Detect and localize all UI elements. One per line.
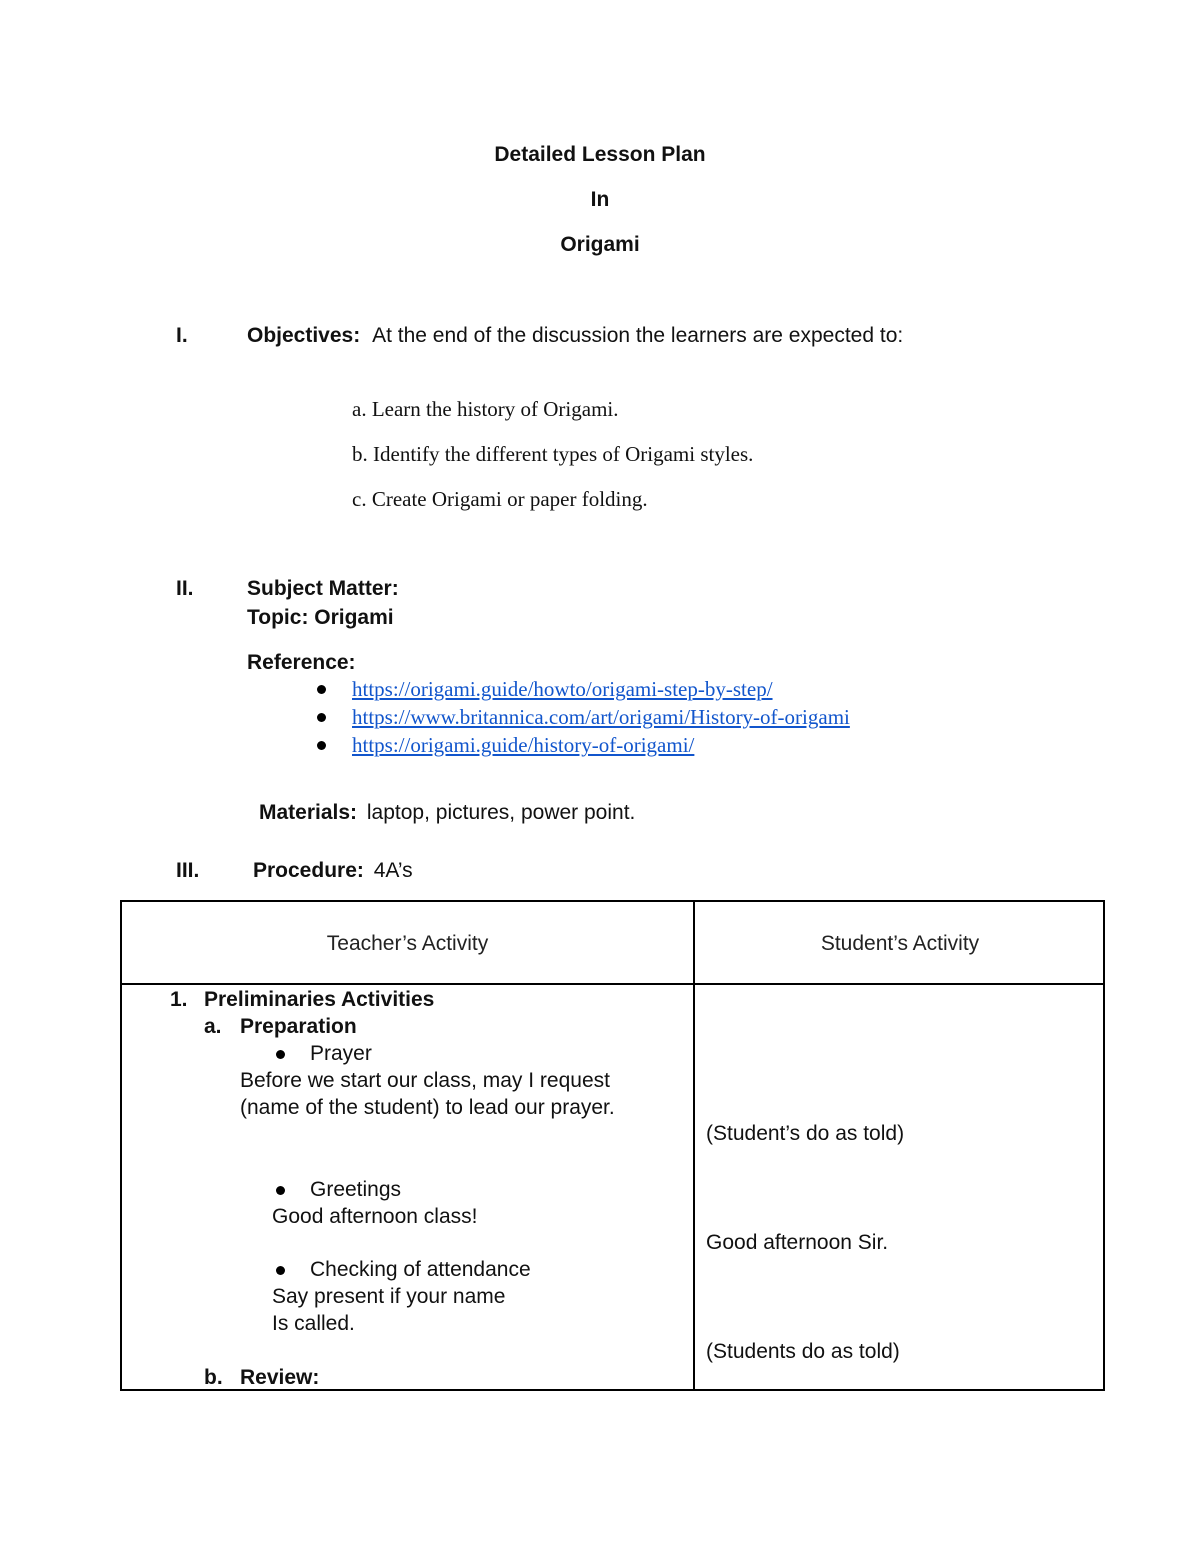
doc-title: Detailed Lesson Plan xyxy=(494,143,706,166)
header-teacher-activity: Teacher’s Activity xyxy=(326,932,489,955)
bullet-icon xyxy=(276,1186,285,1195)
procedure-text: 4A’s xyxy=(373,859,413,882)
section-numeral-1: I. xyxy=(176,324,188,347)
student-response: (Student’s do as told) xyxy=(706,1122,905,1145)
table-divider xyxy=(122,983,1103,985)
header-student-activity: Student’s Activity xyxy=(820,932,980,955)
bullet-icon xyxy=(317,713,326,722)
prayer-text-2: (name of the student) to lead our prayer. xyxy=(240,1096,615,1119)
topic-line: Topic: Origami xyxy=(247,606,394,629)
attendance-text-1: Say present if your name xyxy=(272,1285,506,1308)
objectives-heading xyxy=(247,324,903,348)
objectives-text: At the end of the discussion the learners are expected to: xyxy=(372,324,904,347)
sub-title-preparation: Preparation xyxy=(240,1015,357,1038)
student-response: Good afternoon Sir. xyxy=(706,1231,889,1254)
section-numeral-3: III. xyxy=(176,859,200,882)
bullet-icon xyxy=(317,741,326,750)
reference-link-2[interactable]: https://www.britannica.com/art/origami/History-of-origami xyxy=(352,705,850,729)
section-number: 1. xyxy=(170,988,188,1011)
activity-table xyxy=(120,900,1105,1391)
student-response: (Students do as told) xyxy=(706,1340,900,1363)
reference-link-1[interactable]: https://origami.guide/howto/origami-step-by-step/ xyxy=(352,677,773,701)
item-attendance: Checking of attendance xyxy=(310,1258,531,1281)
materials-label: Materials: xyxy=(259,801,358,824)
prayer-text-1: Before we start our class, may I request xyxy=(240,1069,610,1092)
doc-title-subject: Origami xyxy=(560,233,640,256)
table-divider xyxy=(693,902,695,1389)
greetings-text: Good afternoon class! xyxy=(272,1205,478,1228)
reference-label: Reference: xyxy=(247,651,356,674)
reference-link-3[interactable]: https://origami.guide/history-of-origami/ xyxy=(352,733,695,757)
attendance-text-2: Is called. xyxy=(272,1312,355,1335)
procedure-heading xyxy=(253,859,413,883)
bullet-icon xyxy=(276,1050,285,1059)
doc-title-in: In xyxy=(590,188,610,211)
bullet-icon xyxy=(317,685,326,694)
objective-item: c. Create Origami or paper folding. xyxy=(352,487,648,511)
procedure-label: Procedure: xyxy=(253,859,364,882)
section-numeral-2: II. xyxy=(176,577,194,600)
sub-title-review: Review: xyxy=(240,1366,320,1389)
sub-letter-b: b. xyxy=(204,1366,223,1389)
bullet-icon xyxy=(276,1266,285,1275)
objective-item: b. Identify the different types of Origami styles. xyxy=(352,442,754,466)
sub-letter-a: a. xyxy=(204,1015,222,1038)
item-greetings: Greetings xyxy=(310,1178,402,1201)
materials-line xyxy=(259,801,635,825)
objectives-label: Objectives: xyxy=(247,324,361,347)
subject-matter-label: Subject Matter: xyxy=(247,577,399,600)
section-title: Preliminaries Activities xyxy=(204,988,435,1011)
objective-item: a. Learn the history of Origami. xyxy=(352,397,619,421)
materials-text: laptop, pictures, power point. xyxy=(366,801,636,824)
item-prayer: Prayer xyxy=(310,1042,372,1065)
